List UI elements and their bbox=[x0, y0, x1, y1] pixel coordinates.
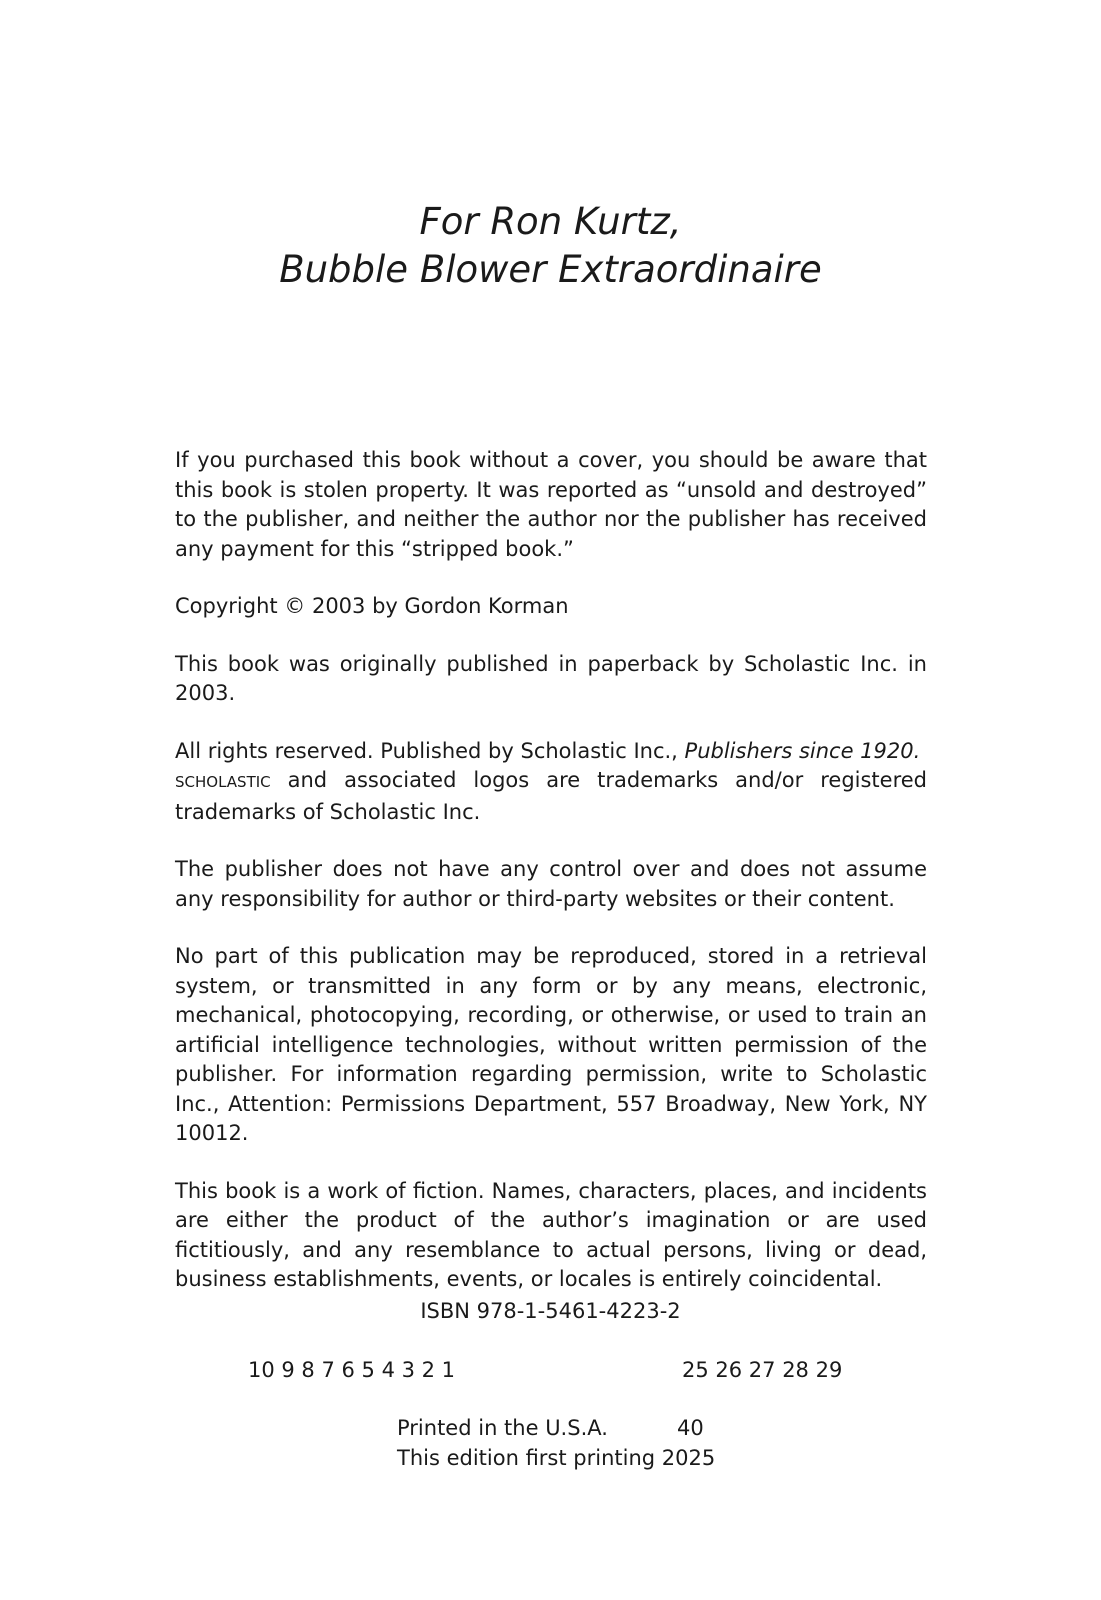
printing-year-line: 25 26 27 28 29 bbox=[682, 1358, 843, 1382]
rights-text: All rights reserved. Published by Scholastic Inc., bbox=[175, 738, 685, 763]
original-publication-note: This book was originally published in paperback by Scholastic Inc. in 2003. bbox=[175, 651, 927, 705]
publisher-tagline: Publishers since 1920. bbox=[684, 738, 921, 763]
isbn: ISBN 978-1-5461-4223-2 bbox=[420, 1299, 681, 1323]
copyright-line: Copyright © 2003 by Gordon Korman bbox=[175, 594, 569, 618]
rights-statement bbox=[175, 737, 927, 828]
edition-statement: This edition first printing 2025 bbox=[397, 1446, 716, 1470]
stripped-book-notice: If you purchased this book without a cover, you should be aware that this book is stolen property. It was reported as “unsold and destroyed” to the publisher, and neither the author nor the publisher has received any payment for this “stripped book.” bbox=[175, 448, 927, 561]
printing-info bbox=[397, 1413, 715, 1473]
dedication-line-2: Bubble Blower Extraordinaire bbox=[279, 248, 822, 291]
copyright-page-body bbox=[175, 446, 927, 1323]
printer-code: 40 bbox=[677, 1416, 704, 1440]
websites-disclaimer: The publisher does not have any control over and does not assume any responsibility for author or third-party websites or their content. bbox=[175, 857, 927, 911]
dedication-line-1: For Ron Kurtz, bbox=[419, 200, 682, 243]
printing-number-line: 10 9 8 7 6 5 4 3 2 1 bbox=[248, 1358, 456, 1382]
permissions-statement: No part of this publication may be reproduced, stored in a retrieval system, or transmitted in any form or by any means, electronic, mechanical, photocopying, recording, or otherwise, or used to train an artificial intelligence technologies, without written permission of the publisher. For information regarding permission, write to Scholastic Inc., Attention: Permissions Department, 557 Broadway, New York, NY 10012. bbox=[175, 944, 927, 1145]
dedication bbox=[0, 198, 1101, 294]
trademark-text: and associated logos are trademarks and/or registered trademarks of Scholastic Inc. bbox=[175, 768, 927, 824]
fiction-disclaimer: This book is a work of fiction. Names, characters, places, and incidents are either the product of the author’s imagination or are used fictitiously, and any resemblance to actual persons, living or dead, business establishments, events, or locales is entirely coincidental. bbox=[175, 1178, 927, 1291]
printed-in-label: Printed in the U.S.A. bbox=[397, 1416, 608, 1440]
scholastic-trademark-word: SCHOLASTIC bbox=[175, 773, 271, 791]
